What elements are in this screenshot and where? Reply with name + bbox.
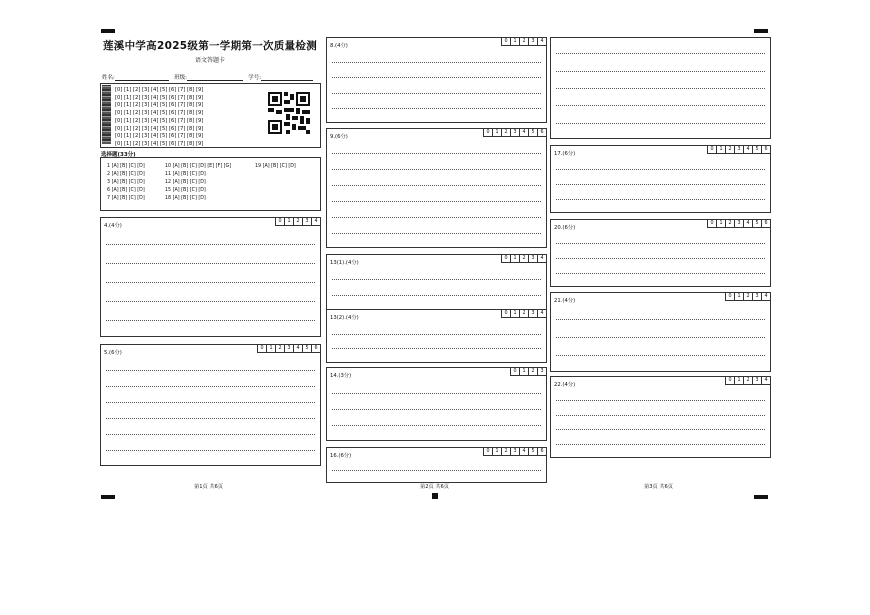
answer-box-q21[interactable] — [550, 292, 771, 372]
answer-line — [332, 201, 541, 202]
answer-line — [556, 273, 765, 274]
score-cell[interactable]: 5 — [303, 345, 312, 352]
objective-column[interactable] — [107, 163, 145, 203]
score-strip — [510, 368, 546, 376]
answer-line — [106, 370, 315, 371]
answer-line — [332, 279, 541, 280]
score-cell[interactable]: 4 — [540, 311, 544, 316]
qr-code-icon — [268, 92, 310, 134]
exam-subtitle: 语文答题卡 — [194, 57, 225, 64]
answer-line — [106, 282, 315, 283]
answer-line — [556, 123, 765, 124]
score-strip — [707, 220, 770, 228]
score-cell[interactable]: 2 — [744, 293, 753, 300]
score-strip — [275, 218, 320, 226]
timing-mark — [101, 29, 115, 33]
score-cell[interactable]: 0 — [726, 377, 735, 384]
score-cell[interactable]: 1 — [285, 218, 294, 225]
answer-line — [332, 108, 541, 109]
score-cell[interactable]: 3 — [285, 345, 294, 352]
question-label: 20.(6分) — [554, 225, 576, 231]
score-cell[interactable]: 2 — [276, 345, 285, 352]
question-label: 16.(6分) — [330, 453, 352, 459]
id-row[interactable]: [0] [1] [2] [3] [4] [5] [6] [7] [8] [9] — [115, 102, 204, 109]
answer-box-q8[interactable] — [326, 37, 547, 123]
score-strip — [501, 255, 546, 263]
score-cell[interactable]: 3 — [511, 129, 520, 136]
score-cell[interactable]: 4 — [294, 345, 303, 352]
score-cell[interactable]: 3 — [753, 377, 762, 384]
score-strip — [483, 129, 546, 137]
answer-line — [556, 319, 765, 320]
score-cell[interactable]: 3 — [753, 293, 762, 300]
score-cell[interactable]: 2 — [520, 310, 529, 317]
score-cell[interactable]: 0 — [502, 310, 511, 317]
id-bubble-grid[interactable] — [115, 87, 203, 149]
score-cell[interactable]: 3 — [529, 255, 538, 262]
answer-line — [556, 337, 765, 338]
score-cell[interactable]: 3 — [303, 218, 312, 225]
class-field[interactable] — [187, 74, 243, 81]
objective-item[interactable]: 1 [A] [B] [C] [D] — [107, 164, 145, 169]
objective-item[interactable]: 6 [A] [B] [C] [D] — [107, 188, 145, 193]
score-cell[interactable]: 1 — [717, 220, 726, 227]
answer-line — [106, 263, 315, 264]
objective-item[interactable]: 12 [A] [B] [C] [D] — [165, 180, 206, 185]
answer-line — [556, 169, 765, 170]
score-strip — [501, 310, 546, 318]
score-cell[interactable]: 3 — [529, 38, 538, 45]
answer-line — [106, 301, 315, 302]
question-label: 22.(4分) — [554, 382, 576, 388]
answer-line — [556, 400, 765, 401]
score-cell[interactable]: 2 — [726, 220, 735, 227]
question-label: 13(2).(4分) — [330, 315, 359, 321]
score-cell[interactable]: 0 — [484, 448, 493, 455]
score-cell[interactable]: 3 — [735, 220, 744, 227]
score-cell[interactable]: 3 — [511, 448, 520, 455]
answer-box-q16[interactable] — [326, 447, 547, 483]
answer-line — [332, 470, 541, 471]
objective-column[interactable] — [255, 163, 296, 171]
question-label: 8.(4分) — [330, 43, 348, 49]
score-cell[interactable]: 5 — [529, 129, 538, 136]
score-cell[interactable]: 2 — [520, 255, 529, 262]
page-footer: 第3页 共6页 — [644, 484, 673, 490]
score-cell[interactable]: 4 — [744, 220, 753, 227]
answer-line — [332, 348, 541, 349]
score-cell[interactable]: 0 — [484, 129, 493, 136]
score-cell[interactable]: 1 — [493, 129, 502, 136]
answer-line — [332, 425, 541, 426]
score-cell[interactable]: 0 — [708, 220, 717, 227]
score-cell[interactable]: 2 — [529, 368, 538, 375]
score-cell[interactable]: 3 — [529, 310, 538, 317]
score-cell[interactable]: 6 — [540, 130, 544, 135]
score-cell[interactable]: 2 — [520, 38, 529, 45]
timing-mark — [101, 495, 115, 499]
score-cell[interactable]: 2 — [726, 146, 735, 153]
score-cell[interactable]: 1 — [717, 146, 726, 153]
score-cell[interactable]: 4 — [764, 378, 768, 383]
answer-box-q4[interactable] — [100, 217, 321, 337]
objective-item[interactable]: 2 [A] [B] [C] [D] — [107, 172, 145, 177]
answer-line — [332, 409, 541, 410]
objective-item[interactable]: 15 [A] [B] [C] [D] — [165, 188, 206, 193]
exam-title: 莲溪中学高2025级第一学期第一次质量检测 — [102, 40, 318, 52]
score-cell[interactable]: 6 — [764, 147, 768, 152]
score-cell[interactable]: 6 — [540, 449, 544, 454]
number-label: 学号: — [248, 75, 262, 81]
score-strip — [257, 345, 320, 353]
score-cell[interactable]: 1 — [735, 377, 744, 384]
answer-line — [556, 355, 765, 356]
score-cell[interactable]: 2 — [502, 448, 511, 455]
class-label: 班级: — [174, 75, 187, 81]
score-cell[interactable]: 0 — [258, 345, 267, 352]
answer-line — [556, 105, 765, 106]
score-cell[interactable]: 1 — [511, 255, 520, 262]
name-field[interactable] — [115, 74, 169, 81]
score-cell[interactable]: 4 — [540, 39, 544, 44]
score-strip — [725, 377, 770, 385]
score-cell[interactable]: 0 — [708, 146, 717, 153]
score-cell[interactable]: 1 — [520, 368, 529, 375]
answer-line — [332, 153, 541, 154]
objective-item[interactable]: 3 [A] [B] [C] [D] — [107, 180, 145, 185]
score-cell[interactable]: 4 — [520, 129, 529, 136]
question-label: 17.(6分) — [554, 151, 576, 157]
answer-line — [106, 418, 315, 419]
question-label: 4.(4分) — [104, 223, 122, 229]
answer-line — [106, 244, 315, 245]
score-cell[interactable]: 4 — [314, 219, 318, 224]
barcode-strip — [102, 85, 111, 144]
score-cell[interactable]: 2 — [744, 377, 753, 384]
answer-line — [332, 334, 541, 335]
score-cell[interactable]: 4 — [520, 448, 529, 455]
answer-line — [332, 93, 541, 94]
student-id-box — [100, 83, 321, 148]
score-strip — [725, 293, 770, 301]
answer-line — [332, 77, 541, 78]
answer-line — [332, 233, 541, 234]
id-row[interactable]: [0] [1] [2] [3] [4] [5] [6] [7] [8] [9] — [115, 140, 204, 147]
answer-line — [106, 386, 315, 387]
answer-box-continued[interactable] — [550, 37, 771, 139]
objective-item[interactable]: 18 [A] [B] [C] [D] — [165, 196, 206, 201]
objective-column[interactable] — [165, 163, 231, 203]
question-label: 13(1).(4分) — [330, 260, 359, 266]
score-cell[interactable]: 5 — [529, 448, 538, 455]
answer-line — [106, 320, 315, 321]
answer-box-q22[interactable] — [550, 376, 771, 458]
score-strip — [501, 38, 546, 46]
answer-line — [556, 184, 765, 185]
answer-line — [556, 415, 765, 416]
page-footer: 第2页 共6页 — [420, 484, 449, 490]
answer-line — [556, 53, 765, 54]
answer-line — [332, 62, 541, 63]
score-cell[interactable]: 5 — [753, 146, 762, 153]
score-cell[interactable]: 0 — [502, 255, 511, 262]
number-field[interactable] — [261, 74, 313, 81]
score-cell[interactable]: 4 — [540, 256, 544, 261]
score-cell[interactable]: 0 — [276, 218, 285, 225]
score-cell[interactable]: 0 — [726, 293, 735, 300]
question-label: 9.(6分) — [330, 134, 348, 140]
objective-section-label: 选择题(33分) — [101, 152, 136, 158]
objective-item[interactable]: 19 [A] [B] [C] [D] — [255, 164, 296, 169]
name-label: 姓名: — [102, 75, 115, 81]
answer-line — [332, 185, 541, 186]
question-label: 14.(3分) — [330, 373, 352, 379]
score-strip — [707, 146, 770, 154]
score-cell[interactable]: 4 — [764, 294, 768, 299]
score-strip — [483, 448, 546, 456]
score-cell[interactable]: 4 — [744, 146, 753, 153]
page-footer: 第1页 共6页 — [194, 484, 223, 490]
answer-box-q14[interactable] — [326, 367, 547, 441]
score-cell[interactable]: 3 — [540, 369, 544, 374]
id-row[interactable]: [0] [1] [2] [3] [4] [5] [6] [7] [8] [9] — [115, 133, 204, 140]
answer-line — [556, 444, 765, 445]
score-cell[interactable]: 1 — [511, 310, 520, 317]
score-cell[interactable]: 0 — [511, 368, 520, 375]
score-cell[interactable]: 1 — [493, 448, 502, 455]
answer-box-q5[interactable] — [100, 344, 321, 466]
answer-line — [556, 429, 765, 430]
answer-line — [556, 199, 765, 200]
objective-answer-box — [100, 157, 321, 211]
timing-mark — [432, 493, 438, 499]
answer-line — [332, 393, 541, 394]
answer-line — [332, 169, 541, 170]
timing-mark — [754, 495, 768, 499]
answer-line — [556, 243, 765, 244]
score-cell[interactable]: 6 — [764, 221, 768, 226]
score-cell[interactable]: 3 — [735, 146, 744, 153]
answer-line — [106, 402, 315, 403]
timing-mark — [754, 29, 768, 33]
question-label: 5.(6分) — [104, 350, 122, 356]
answer-line — [556, 71, 765, 72]
answer-box-q9[interactable] — [326, 128, 547, 248]
answer-line — [106, 434, 315, 435]
score-cell[interactable]: 1 — [511, 38, 520, 45]
question-label: 21.(4分) — [554, 298, 576, 304]
answer-box-q20[interactable] — [550, 219, 771, 287]
id-row[interactable]: [0] [1] [2] [3] [4] [5] [6] [7] [8] [9] — [115, 87, 204, 93]
score-cell[interactable]: 0 — [502, 38, 511, 45]
objective-item[interactable]: 7 [A] [B] [C] [D] — [107, 196, 145, 201]
id-row[interactable]: [0] [1] [2] [3] [4] [5] [6] [7] [8] [9] — [115, 94, 204, 101]
answer-line — [332, 295, 541, 296]
answer-box-q17[interactable] — [550, 145, 771, 213]
answer-line — [556, 88, 765, 89]
id-row[interactable]: [0] [1] [2] [3] [4] [5] [6] [7] [8] [9] — [115, 125, 204, 132]
student-info-fields — [102, 73, 313, 81]
answer-line — [556, 258, 765, 259]
answer-line — [332, 217, 541, 218]
score-cell[interactable]: 2 — [294, 218, 303, 225]
score-cell[interactable]: 5 — [753, 220, 762, 227]
id-row[interactable]: [0] [1] [2] [3] [4] [5] [6] [7] [8] [9] — [115, 110, 204, 117]
score-cell[interactable]: 2 — [502, 129, 511, 136]
answer-line — [106, 450, 315, 451]
objective-item[interactable]: 11 [A] [B] [C] [D] — [165, 172, 206, 177]
answer-box-q13-1[interactable] — [326, 254, 547, 310]
id-row[interactable]: [0] [1] [2] [3] [4] [5] [6] [7] [8] [9] — [115, 117, 204, 124]
score-cell[interactable]: 6 — [314, 346, 318, 351]
objective-item[interactable]: 10 [A] [B] [C] [D] [E] [F] [G] — [165, 164, 232, 169]
score-cell[interactable]: 1 — [267, 345, 276, 352]
score-cell[interactable]: 1 — [735, 293, 744, 300]
answer-box-q13-2[interactable] — [326, 309, 547, 363]
